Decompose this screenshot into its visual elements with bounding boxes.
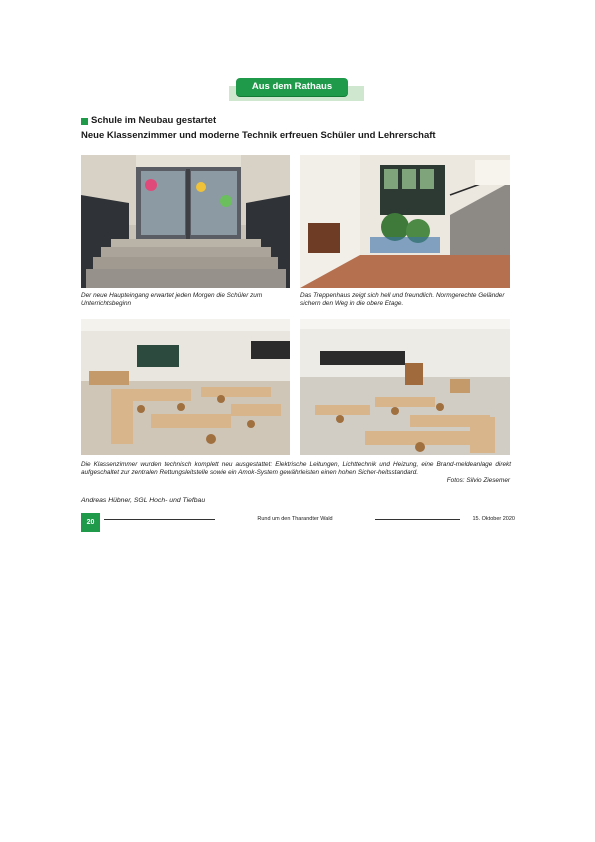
caption-classrooms: Die Klassenzimmer wurden technisch komplett neu ausgestattet: Elektrische Leitungen, Lichttechnik und Heizung, eine Brand-meldeanlage direkt aufgeschaltet zur zentralen Rettungsleitstelle sowie ein Amok-System gewährleisten einen hohen Sicher-heitsstandard. <box>81 461 511 476</box>
photo-classroom-1 <box>81 319 290 455</box>
author-line: Andreas Hübner, SGL Hoch- und Tiefbau <box>81 497 206 504</box>
footer-rule-left <box>104 519 215 520</box>
photo-classroom-2 <box>300 319 510 455</box>
headline: Schule im Neubau gestartet <box>91 115 217 126</box>
caption-main-entrance: Der neue Haupteingang erwartet jeden Morgen die Schüler zum Unterrichtsbeginn <box>81 292 263 307</box>
photo-stairwell <box>300 155 510 288</box>
photo-main-entrance <box>81 155 290 288</box>
photo-credit: Fotos: Silvio Ziesemer <box>446 477 510 484</box>
page-number: 20 <box>81 513 100 532</box>
subheadline: Neue Klassenzimmer und moderne Technik erfreuen Schüler und Lehrerschaft <box>81 130 436 141</box>
section-banner: Aus dem Rathaus <box>236 78 348 96</box>
footer-date: 15. Oktober 2020 <box>472 516 515 522</box>
headline-marker <box>81 118 88 125</box>
footer-publication: Rund um den Tharandter Wald <box>257 516 333 522</box>
caption-stairwell: Das Treppenhaus zeigt sich hell und freundlich. Normgerechte Geländer sichern den Weg in die obere Etage. <box>300 292 505 307</box>
footer-rule-right <box>375 519 460 520</box>
